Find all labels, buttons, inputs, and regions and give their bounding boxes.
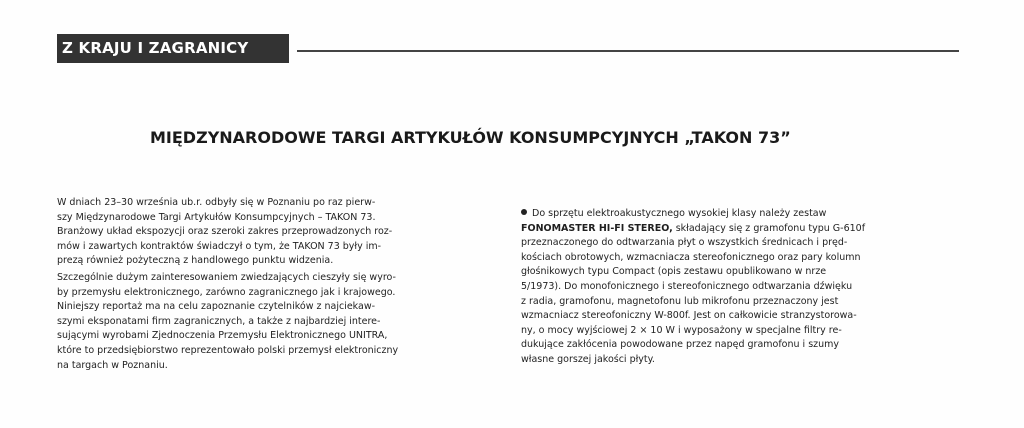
left-paragraph-2 [57,271,497,373]
section-header-label: Z KRAJU I ZAGRANICY [62,39,249,57]
text-line: na targach w Poznaniu. [57,359,168,371]
text-line: własne gorszej jakości płyty. [521,353,655,365]
text-line: szymi eksponatami firm zagranicznych, a także z najbardziej intere- [57,315,381,327]
text-line: Szczególnie dużym zainteresowaniem zwiedzających cieszyły się wyro- [57,271,396,283]
text-line: prezą również pożyteczną z handlowego punktu widzenia. [57,255,334,267]
text-line: wzmacniacz stereofoniczny W-800f. Jest on całkowicie stranzystorowa- [521,310,857,322]
right-line-1: Do sprzętu elektroakustycznego wysokiej klasy należy zestaw [532,208,827,219]
text-line: mów i zawartych kontraktów świadczył o tym, że TAKON 73 były im- [57,240,382,252]
text-line: sującymi wyrobami Zjednoczenia Przemysłu Elektronicznego UNITRA, [57,330,388,342]
text-line: by przemysłu elektronicznego, zarówno zagranicznego jak i krajowego. [57,286,396,298]
text-line [521,222,961,237]
section-header-rule [297,50,959,52]
text-line [521,207,961,222]
text-line: szy Międzynarodowe Targi Artykułów Konsumpcyjnych – TAKON 73. [57,211,376,223]
left-column [57,196,497,373]
right-column [521,207,961,368]
text-line: Branżowy układ ekspozycji oraz szeroki zakres przeprowadzonych roz- [57,226,393,238]
text-line: dukujące zakłócenia powodowane przez napęd gramofonu i szumy [521,339,840,351]
text-line: W dniach 23–30 września ub.r. odbyły się w Poznaniu po raz pierw- [57,197,376,208]
text-line: głośnikowych typu Compact (opis zestawu opublikowano w nrze [521,266,827,278]
text-line: 5/1973). Do monofonicznego i stereofonicznego odtwarzania dźwięku [521,280,853,292]
text-line: które to przedsiębiorstwo reprezentowało polski przemysł elektroniczny [57,344,399,356]
bullet-icon [521,209,527,215]
product-name: FONOMASTER HI-FI STEREO, [521,222,673,234]
text-line: kościach obrotowych, wzmacniacza stereofonicznego oraz pary kolumn [521,251,861,263]
text-line: Niniejszy reportaż ma na celu zapoznanie czytelników z najciekaw- [57,301,376,313]
article-title: MIĘDZYNARODOWE TARGI ARTYKUŁÓW KONSUMPCYJNYCH „TAKON 73” [150,128,791,147]
text-line: przeznaczonego do odtwarzania płyt o wszystkich średnicach i pręd- [521,237,848,249]
text-line: z radia, gramofonu, magnetofonu lub mikrofonu przeznaczony jest [521,295,839,307]
text-line: ny, o mocy wyjściowej 2 × 10 W i wyposażony w specjalne filtry re- [521,324,842,336]
right-line-2: składający się z gramofonu typu G-610f [672,222,866,234]
left-paragraph-1 [57,196,497,269]
